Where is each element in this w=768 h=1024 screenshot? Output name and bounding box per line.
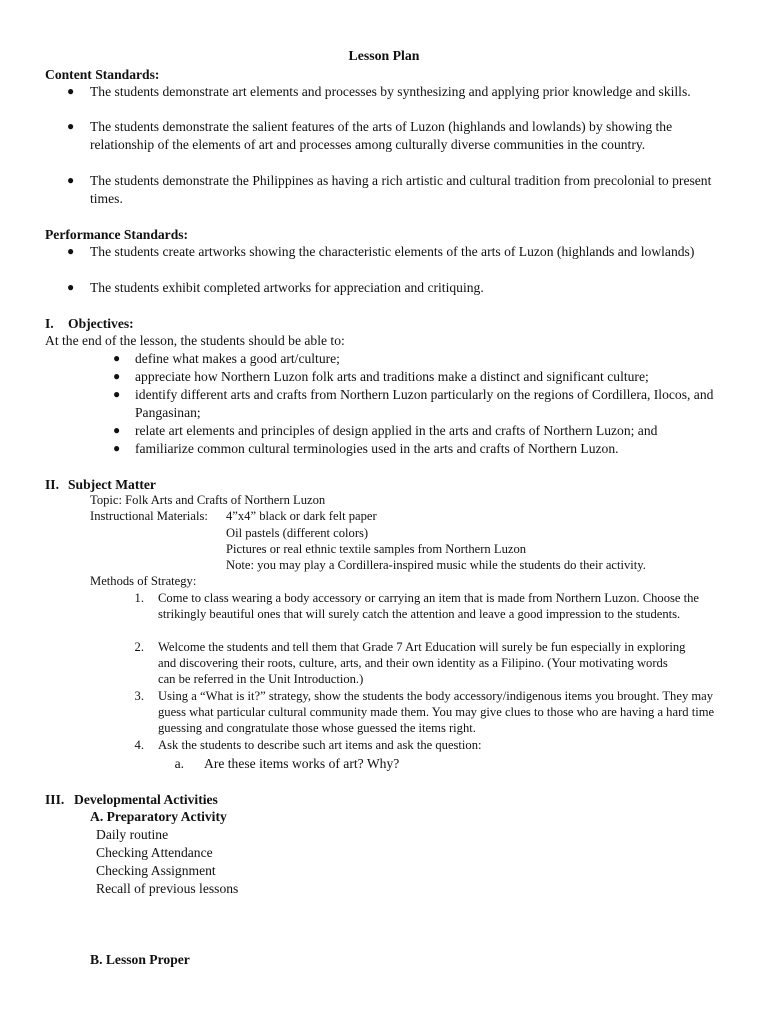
method-number: 4. bbox=[134, 738, 144, 752]
preparatory-item: Checking Assignment bbox=[96, 863, 216, 878]
bullet-icon: ● bbox=[113, 369, 121, 383]
preparatory-heading: A. Preparatory Activity bbox=[90, 809, 227, 824]
method-item: 4. Ask the students to describe such art items and ask the question: bbox=[130, 737, 730, 755]
page-title: Lesson Plan bbox=[348, 48, 420, 63]
materials-label: Instructional Materials: bbox=[90, 509, 208, 523]
material-note: Note: you may play a Cordillera-inspired music while the students do their activity. bbox=[226, 558, 646, 572]
material-item: Pictures or real ethnic textile samples from Northern Luzon bbox=[226, 542, 527, 556]
objective-item: ● appreciate how Northern Luzon folk arts and traditions make a distinct and significant culture; bbox=[113, 369, 649, 384]
bullet-icon: ● bbox=[67, 280, 75, 294]
preparatory-item: Recall of previous lessons bbox=[96, 881, 239, 896]
developmental-numeral: III. bbox=[45, 792, 65, 807]
objective-item: ● define what makes a good art/culture; bbox=[113, 351, 340, 366]
performance-standard-item: ● The students exhibit completed artworks for appreciation and critiquing. bbox=[67, 280, 484, 295]
bullet-icon: ● bbox=[67, 119, 75, 133]
method-item: 2. Welcome the students and tell them that Grade 7 Art Education will surely be fun especially in exploring and discovering their roots, culture, arts, and their own identity as a Filipino. (Your motivating words can be referred in the Unit Introduction.) bbox=[130, 639, 730, 689]
method-number: 1. bbox=[134, 591, 144, 605]
developmental-heading: Developmental Activities bbox=[74, 792, 218, 807]
objective-item: ● familiarize common cultural terminologies used in the arts and crafts of Northern Luzon. bbox=[113, 441, 619, 456]
lesson-proper-heading: B. Lesson Proper bbox=[90, 952, 190, 967]
bullet-icon: ● bbox=[113, 387, 121, 401]
objective-item: ● identify different arts and crafts from Northern Luzon particularly on the regions of Cordillera, Ilocos, and Pangasinan; bbox=[113, 387, 714, 420]
content-standards-heading: Content Standards: bbox=[45, 67, 160, 82]
subject-matter-numeral: II. bbox=[45, 477, 59, 492]
content-standard-item: ● The students demonstrate art elements and processes by synthesizing and applying prior knowledge and skills. bbox=[67, 84, 691, 99]
objectives-intro: At the end of the lesson, the students should be able to: bbox=[45, 333, 345, 348]
objective-item: ● relate art elements and principles of design applied in the arts and crafts of Northern Luzon; and bbox=[113, 423, 658, 438]
content-standard-item: ● The students demonstrate the salient features of the arts of Luzon (highlands and lowlands) by showing the relationship of the elements of art and processes among culturally diverse communities in the country. bbox=[67, 119, 673, 152]
bullet-icon: ● bbox=[113, 351, 121, 365]
material-item: 4”x4” black or dark felt paper bbox=[226, 509, 377, 523]
preparatory-item: Checking Attendance bbox=[96, 845, 213, 860]
bullet-icon: ● bbox=[67, 244, 75, 258]
subject-matter-heading: Subject Matter bbox=[68, 477, 156, 492]
bullet-icon: ● bbox=[67, 84, 75, 98]
bullet-icon: ● bbox=[113, 423, 121, 437]
sub-question-letter: a. bbox=[174, 756, 184, 771]
objectives-numeral: I. bbox=[45, 316, 54, 331]
method-number: 3. bbox=[134, 689, 144, 703]
sub-question: a. Are these items works of art? Why? bbox=[170, 755, 570, 773]
method-item: 3. Using a “What is it?” strategy, show the students the body accessory/indigenous items you brought. They may guess what particular cultural community made them. You may give clues to those who are having a hard time guessing and congratulate those whose guessed the items right. bbox=[130, 688, 730, 738]
performance-standard-item: ● The students create artworks showing the characteristic elements of the arts of Luzon (highlands and lowlands) bbox=[67, 244, 695, 259]
objectives-heading: Objectives: bbox=[68, 316, 134, 331]
content-standard-item: ● The students demonstrate the Philippines as having a rich artistic and cultural tradition from precolonial to present times. bbox=[67, 173, 712, 206]
preparatory-item: Daily routine bbox=[96, 827, 169, 842]
method-item: 1. Come to class wearing a body accessory or carrying an item that is made from Northern Luzon. Choose the strikingly beautiful ones that will surely catch the attention and leave a good impression to the students. bbox=[130, 590, 730, 640]
methods-label: Methods of Strategy: bbox=[90, 574, 197, 588]
bullet-icon: ● bbox=[113, 441, 121, 455]
topic-line: Topic: Folk Arts and Crafts of Northern Luzon bbox=[90, 493, 326, 507]
bullet-icon: ● bbox=[67, 173, 75, 187]
material-item: Oil pastels (different colors) bbox=[226, 526, 369, 540]
method-number: 2. bbox=[134, 640, 144, 654]
performance-standards-heading: Performance Standards: bbox=[45, 227, 189, 242]
